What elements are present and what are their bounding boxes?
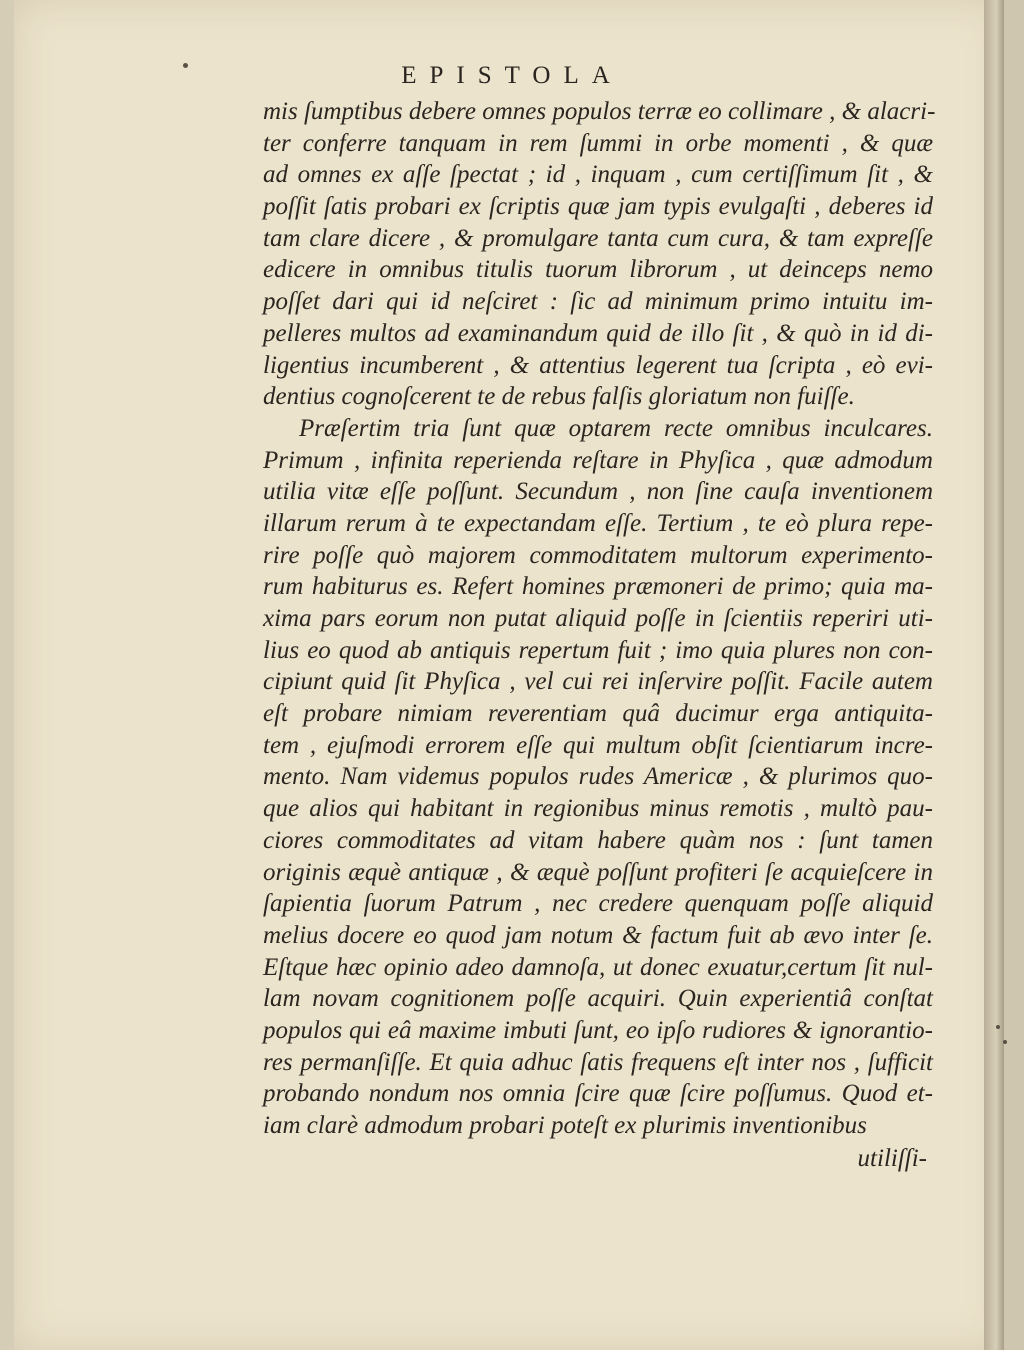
text-line: poſſet dari qui id neſciret : ſic ad minimum primo intuitu im- (263, 288, 933, 316)
ink-speck (996, 1025, 1000, 1029)
text-line: rum habiturus es. Refert homines præmoneri de primo; quia ma- (263, 573, 933, 601)
text-line: eſt probare nimiam reverentiam quâ ducimur erga antiquita- (263, 700, 933, 728)
text-line: cipiunt quid ſit Phyſica , vel cui rei inſervire poſſit. Facile autem (263, 668, 933, 696)
left-page-gutter (0, 0, 14, 1350)
text-line: tem , ejuſmodi errorem eſſe qui multum obſit ſcientiarum incre- (263, 731, 933, 759)
text-line: pelleres multos ad examinandum quid de illo ſit , & quò in id di- (263, 319, 933, 347)
text-line: Eſtque hæc opinio adeo damnoſa, ut donec exuatur,certum ſit nul- (263, 953, 933, 981)
text-line: illarum rerum à te expectandam eſſe. Tertium , te eò plura repe- (263, 509, 933, 537)
text-line: iam clarè admodum probari poteſt ex plurimis inventionibus (263, 1112, 867, 1139)
paragraph-2 (263, 413, 933, 1142)
body-text (263, 96, 936, 1142)
text-line: utilia vitæ eſſe poſſunt. Secundum , non ſine cauſa inventionem (263, 478, 933, 506)
text-line: xima pars eorum non putat aliquid poſſe in ſcientiis reperiri uti- (263, 605, 933, 632)
running-head: EPISTOLA (401, 62, 623, 89)
text-line: melius docere eo quod jam notum & factum fuit ab ævo inter ſe. (263, 921, 933, 949)
text-line: rire poſſe quò majorem commoditatem multorum experimento- (263, 541, 933, 569)
text-line: mis ſumptibus debere omnes populos terræ eo collimare , & alacri- (263, 98, 936, 125)
text-line: lam novam cognitionem poſſe acquiri. Quin experientiâ conſtat (263, 985, 933, 1013)
text-line: dentius cognoſcerent te de rebus falſis gloriatum non fuiſſe. (263, 383, 855, 411)
text-line: ciores commoditates ad vitam habere quàm nos : ſunt tamen (263, 826, 933, 854)
text-line: ter conferre tanquam in rem ſummi in orbe momenti , & quæ (263, 129, 933, 157)
paragraph-1 (263, 96, 936, 413)
text-line: poſſit ſatis probari ex ſcriptis quæ jam typis evulgaſti , deberes id (263, 193, 933, 221)
page-edge (984, 0, 1004, 1350)
text-line: originis æquè antiquæ , & æquè poſſunt profiteri ſe acquieſcere in (263, 858, 933, 886)
text-line: Primum , infinita reperienda reſtare in Phyſica , quæ admodum (263, 446, 933, 474)
text-line: Præſertim tria ſunt quæ optarem recte omnibus inculcares. (299, 414, 933, 442)
text-line: tam clare dicere , & promulgare tanta cum cura, & tam expreſſe (263, 224, 933, 252)
text-line: ſapientia ſuorum Patrum , nec credere quenquam poſſe aliquid (263, 890, 933, 918)
text-line: lius eo quod ab antiquis repertum fuit ; imo quia plures non con- (263, 636, 933, 664)
catchword: utiliſſi- (857, 1145, 927, 1172)
text-line: populos qui eâ maxime imbuti ſunt, eo ipſo rudiores & ignorantio- (263, 1016, 933, 1044)
text-line: ad omnes ex aſſe ſpectat ; id , inquam , cum certiſſimum ſit , & (263, 161, 933, 189)
ink-speck (1003, 1040, 1007, 1044)
text-line: que alios qui habitant in regionibus minus remotis , multò pau- (263, 795, 933, 823)
text-line: mento. Nam videmus populos rudes Americæ , & plurimos quo- (263, 763, 933, 791)
text-line: res permanſiſſe. Et quia adhuc ſatis frequens eſt inter nos , ſufficit (263, 1048, 933, 1076)
text-line: edicere in omnibus titulis tuorum librorum , ut deinceps nemo (263, 256, 933, 284)
text-line: ligentius incumberent , & attentius legerent tua ſcripta , eò evi- (263, 351, 933, 379)
text-line: probando nondum nos omnia ſcire quæ ſcire poſſumus. Quod et- (263, 1080, 933, 1108)
